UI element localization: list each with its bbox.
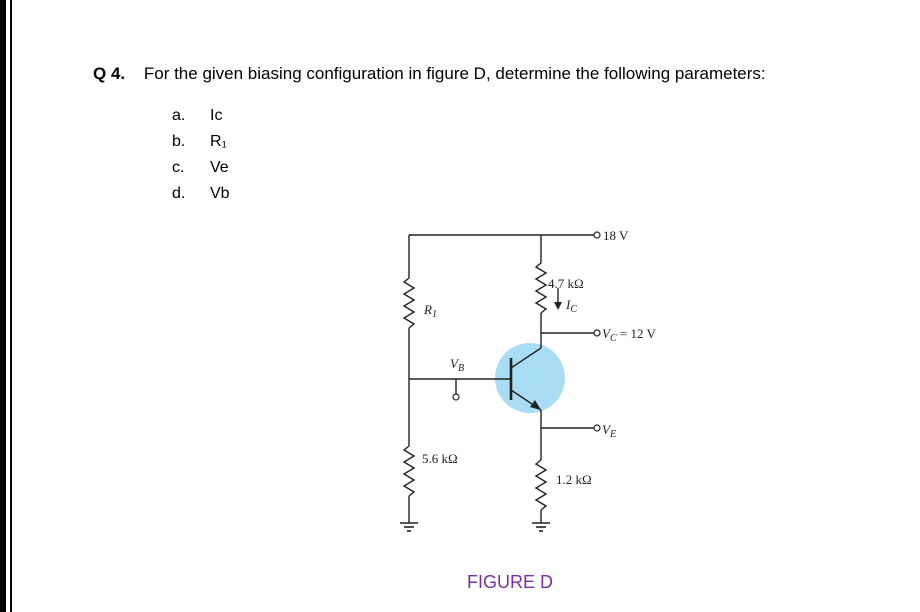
re-resistor (536, 460, 546, 510)
r1-resistor (404, 278, 414, 328)
part-item (172, 155, 230, 181)
figure-caption: FIGURE D (467, 572, 554, 592)
re-label: 1.2 kΩ (556, 472, 592, 487)
vb-terminal (453, 394, 459, 400)
ground-icon (400, 523, 418, 531)
part-letter: a. (172, 107, 186, 124)
part-item (172, 181, 230, 207)
r2-label: 5.6 kΩ (422, 451, 458, 466)
part-letter: b. (172, 133, 186, 150)
part-label: R₁ (210, 133, 227, 150)
question-parts-list (172, 103, 230, 207)
ic-label: IC (566, 297, 578, 315)
part-letter: d. (172, 185, 186, 202)
part-label: Vb (210, 185, 230, 202)
question-line (93, 64, 766, 84)
supply-terminal (594, 232, 600, 238)
rc-resistor (536, 263, 546, 313)
vc-terminal (594, 330, 600, 336)
supply-label: 18 V (603, 228, 629, 243)
part-label: Ve (210, 159, 229, 176)
part-item (172, 129, 230, 155)
part-label: Ic (210, 107, 223, 124)
vc-label: VC = 12 V (602, 326, 656, 344)
r1-label: R1 (424, 302, 437, 320)
question-number: Q 4. (93, 64, 126, 83)
page-border-right (10, 0, 12, 612)
ve-terminal (594, 425, 600, 431)
ve-label: VE (602, 422, 617, 440)
page-border-left (0, 0, 6, 612)
part-item (172, 103, 230, 129)
circuit-diagram (380, 218, 700, 598)
part-letter: c. (172, 159, 185, 176)
rc-label: 4.7 kΩ (548, 276, 584, 291)
ic-arrowhead (554, 302, 562, 310)
ground-icon (532, 523, 550, 531)
r2-resistor (404, 446, 414, 496)
vb-label: VB (450, 356, 465, 374)
question-text: For the given biasing configuration in figure D, determine the following parameters: (143, 64, 766, 83)
